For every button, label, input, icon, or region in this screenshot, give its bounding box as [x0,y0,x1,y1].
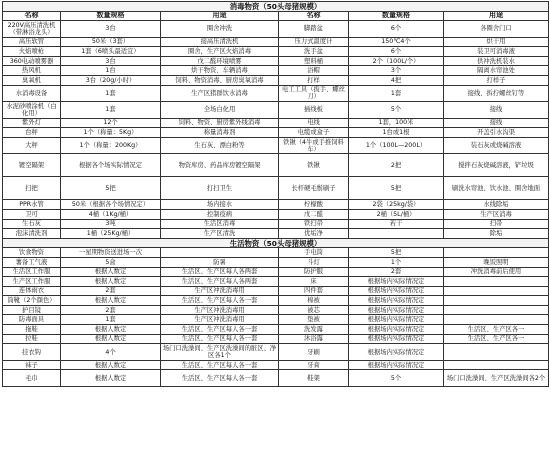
living-cell-spec-2: 1个 [349,257,444,267]
disinfect-row [3,209,549,219]
disinfect-cell-spec-2: 5把 [349,177,444,200]
living-cell-spec: 根据人数定 [61,267,161,277]
materials-table [2,1,549,387]
disinfect-cell-purpose: 物资库房、药品库房镀空隔架 [161,154,279,177]
living-row [3,325,549,335]
living-cell-name: 生活区工作服 [3,267,61,277]
disinfect-cell-name-2: 脚踏盆 [279,21,349,38]
disinfect-cell-name-2: 戊二醛 [279,209,349,219]
disinfect-cell-spec-2: 2把 [349,154,444,177]
disinfect-cell-spec-2: 若干 [349,219,444,229]
disinfect-row [3,128,549,138]
disinfect-cell-name-2: 浴帽 [279,66,349,76]
disinfect-cell-purpose-2: 接线 [444,102,549,119]
disinfect-cell-spec-2 [349,229,444,239]
living-cell-purpose-2 [444,360,549,370]
disinfect-cell-name-2: 电缆或盒子 [279,128,349,138]
living-cell-purpose-2 [444,315,549,325]
living-cell-purpose-2: 生活区、生产区各一 [444,334,549,344]
living-cell-spec-2: 5把 [349,248,444,258]
living-cell-name-2: 被芯 [279,305,349,315]
disinfect-cell-name-2: 电工工具（扳手、螺丝刀） [279,85,349,102]
disinfect-cell-purpose: 场内接水 [161,200,279,210]
disinfect-cell-name-2: 优垢净 [279,229,349,239]
living-cell-purpose-2 [444,305,549,315]
disinfect-row [3,200,549,210]
disinfect-cell-name-2: 洗手盆 [279,47,349,57]
disinfect-cell-spec: 3吨 [61,219,161,229]
living-cell-purpose-2: 场门口洗澡间、生产区洗澡间各2个 [444,370,549,387]
disinfect-cell-spec-2: 4把 [349,76,444,86]
living-cell-spec: 根据人数定 [61,360,161,370]
disinfect-cell-name: 生石灰 [3,219,61,229]
disinfect-cell-name-2: 塑料桶 [279,56,349,66]
header-name: 名称 [3,11,61,21]
disinfect-cell-spec-2: 2袋（25kg/袋） [349,200,444,210]
living-cell-spec: 5盒 [61,257,161,267]
living-cell-spec-2: 2套 [349,267,444,277]
disinfect-cell-purpose-2: 隔离水帘池处 [444,66,549,76]
disinfect-cell-purpose-2: 装石灰或烧碱溶液 [444,137,549,154]
disinfect-cell-name: 卫可 [3,209,61,219]
disinfect-cell-spec-2: 5个 [349,102,444,119]
disinfect-cell-purpose-2: 烘干用 [444,37,549,47]
disinfect-cell-spec: 50米（3套） [61,37,161,47]
disinfect-cell-purpose: 生产区猪群饮水消毒 [161,85,279,102]
disinfect-cell-name-2: 压力式温度计 [279,37,349,47]
disinfect-row [3,76,549,86]
living-cell-name-2: 防护服 [279,267,349,277]
disinfect-cell-purpose-2: 除垢 [444,229,549,239]
living-cell-spec-2: 根据场内实际情况定 [349,334,444,344]
disinfect-section-title: 消毒物资（50头母猪规模） [3,2,549,12]
disinfect-row [3,219,549,229]
living-cell-name-2: 棉被 [279,296,349,306]
disinfect-cell-purpose: 生石灰、漂白粉等 [161,137,279,154]
living-cell-name-2: 四件套 [279,286,349,296]
living-cell-spec: 根据人数定 [61,296,161,306]
disinfect-row [3,21,549,38]
disinfect-cell-name-2: 插线板 [279,102,349,119]
disinfect-cell-purpose-2: 刷洗水帘池、饮水池、圈舍地面 [444,177,549,200]
disinfect-cell-name: 水泥砂喷涂机（白化用） [3,102,61,119]
living-cell-purpose: 生产区冲洗消毒用 [161,315,279,325]
disinfect-cell-spec-2: 1套 [349,85,444,102]
disinfect-cell-purpose: 烘干物资、车辆消毒 [161,66,279,76]
living-cell-name: 拉鞋 [3,334,61,344]
header-purpose: 用途 [161,11,279,21]
disinfect-cell-spec: 1台 [61,66,161,76]
materials-table-body [3,2,549,387]
disinfect-cell-name: 泡沫清洗剂 [3,229,61,239]
header-name-2: 名称 [279,11,349,21]
disinfect-cell-spec-2: 1个（100L—200L） [349,137,444,154]
living-cell-purpose-2 [444,296,549,306]
disinfect-cell-spec: 1个（称量：5Kg） [61,128,161,138]
disinfect-cell-spec-2: 1台或1根 [349,128,444,138]
living-cell-purpose: 场门口洗澡间、生产区洗澡间的脏区、净区各1个 [161,344,279,361]
living-cell-name-2: 鞋架 [279,370,349,387]
living-cell-spec: 根据人数定 [61,334,161,344]
disinfect-cell-name-2: 柠檬酸 [279,200,349,210]
disinfect-cell-spec-2: 6个 [349,21,444,38]
disinfect-cell-spec: 1桶（25Kg/桶） [61,229,161,239]
living-cell-purpose-2 [444,277,549,287]
disinfect-cell-name: PPR水管 [3,200,61,210]
living-cell-spec: 根据人数定 [61,370,161,387]
disinfect-cell-purpose: 圈舍冲洗 [161,21,279,38]
living-cell-spec: 2套 [61,305,161,315]
disinfect-row [3,118,549,128]
disinfect-cell-spec-2: 150℃4个 [349,37,444,47]
living-cell-name-2: 斗灯 [279,257,349,267]
disinfect-cell-name: 360电动喷雾器 [3,56,61,66]
disinfect-cell-name: 扫把 [3,177,61,200]
disinfect-cell-spec: 3台 [61,56,161,66]
disinfect-row [3,56,549,66]
disinfect-row [3,66,549,76]
disinfect-row [3,177,549,200]
living-cell-spec: 根据人数定 [61,277,161,287]
living-cell-name: 薯备工气液 [3,257,61,267]
disinfect-cell-purpose-2: 搅拌石灰烧碱溶液，铲垃圾 [444,154,549,177]
disinfect-row [3,154,549,177]
disinfect-cell-spec-2: 2桶（5L/桶） [349,209,444,219]
disinfect-cell-spec: 3台（20g/小时） [61,76,161,86]
disinfect-cell-name-2: 铁锹（4牛或手推饲料车） [279,137,349,154]
disinfect-row [3,47,549,57]
living-cell-spec-2: 根据场内实际情况定 [349,360,444,370]
living-row [3,257,549,267]
living-cell-purpose-2 [444,344,549,361]
living-cell-name: 护目镜 [3,305,61,315]
disinfect-row [3,85,549,102]
living-cell-purpose-2 [444,248,549,258]
disinfect-cell-purpose-2: 打样子 [444,76,549,86]
living-cell-purpose: 防暑 [161,257,279,267]
header-spec: 数量规格 [61,11,161,21]
disinfect-cell-purpose-2: 接线、拆拧螺丝钉等 [444,85,549,102]
living-cell-spec: 一星期物资送进场一次 [61,248,161,258]
disinfect-cell-purpose: 戊二醛环境喷雾 [161,56,279,66]
disinfect-cell-spec-2: 6个 [349,47,444,57]
disinfect-cell-purpose: 打扫卫生 [161,177,279,200]
disinfect-cell-name: 火焰喷枪 [3,47,61,57]
living-cell-purpose-2: 晚饭照明 [444,257,549,267]
disinfect-cell-purpose: 控制疫病 [161,209,279,219]
living-cell-name-2: 牙膏 [279,360,349,370]
disinfect-cell-name: 台秤 [3,128,61,138]
living-cell-spec: 4个 [61,344,161,361]
living-cell-purpose: 生活区、生产区每人各一套 [161,360,279,370]
living-row [3,267,549,277]
disinfect-cell-spec: 1套 [61,85,161,102]
disinfect-cell-name: 大秤 [3,137,61,154]
disinfect-cell-name-2: 铁锹 [279,154,349,177]
disinfect-cell-name: 热风机 [3,66,61,76]
living-cell-spec: 2套 [61,286,161,296]
disinfect-cell-purpose: 称量消毒剂 [161,128,279,138]
living-row [3,248,549,258]
disinfect-cell-spec: 1套 [61,102,161,119]
disinfect-cell-purpose: 饲料、物资、厨房紫外线消毒 [161,118,279,128]
living-cell-purpose: 生活区、生产区每人各一套 [161,370,279,387]
materials-sheet [2,1,548,387]
disinfect-cell-purpose-2: 水线除垢 [444,200,549,210]
living-cell-purpose: 生活区、生产区每人各一套 [161,296,279,306]
disinfect-cell-name-2: 长杆硬毛鬃刷子 [279,177,349,200]
disinfect-cell-purpose: 饲料、物资消毒、厨房臭氧消毒 [161,76,279,86]
living-row [3,305,549,315]
living-cell-spec-2: 根据场内实际情况定 [349,325,444,335]
living-cell-purpose: 生产区冲洗消毒用 [161,305,279,315]
living-row [3,277,549,287]
living-cell-name: 连体雨衣 [3,286,61,296]
disinfect-cell-name: 高压软管 [3,37,61,47]
living-cell-name-2: 牙刷 [279,344,349,361]
living-cell-name-2: 床 [279,277,349,287]
disinfect-cell-purpose-2: 接线 [444,118,549,128]
disinfect-cell-purpose-2: 扫帚 [444,219,549,229]
living-cell-purpose [161,248,279,258]
living-row [3,344,549,361]
disinfect-cell-purpose: 全场白化用 [161,102,279,119]
living-cell-name-2: 沐浴露 [279,334,349,344]
disinfect-cell-spec: 1个（称量：200Kg） [61,137,161,154]
disinfect-cell-name: 220V高压清洗机（带淋浴龙头） [3,21,61,38]
living-cell-spec: 根据人数定 [61,325,161,335]
living-cell-purpose: 生活区、生产区每人各一套 [161,334,279,344]
disinfect-cell-spec-2: 2个（100L/个） [349,56,444,66]
living-cell-name: 毛巾 [3,370,61,387]
disinfect-cell-spec: 5把 [61,177,161,200]
living-row [3,286,549,296]
disinfect-cell-purpose-2: 供冲洗机装水 [444,56,549,66]
disinfect-cell-name: 紫外灯 [3,118,61,128]
disinfect-cell-name-2: 铁扫帚 [279,219,349,229]
living-cell-spec-2: 5个 [349,370,444,387]
disinfect-cell-purpose-2: 开盖引水沟渠 [444,128,549,138]
living-cell-name: 防毒面具 [3,315,61,325]
disinfect-cell-spec-2: 1套，100米 [349,118,444,128]
disinfect-cell-purpose-2: 装卫可消毒液 [444,47,549,57]
disinfect-cell-spec: 4桶（1Kg/桶） [61,209,161,219]
living-cell-spec-2: 根据场内实际情况定 [349,344,444,361]
living-cell-purpose: 生活区、生产区每人各两套 [161,277,279,287]
living-cell-name: 生产区工作服 [3,277,61,287]
living-cell-purpose-2: 冲洗消毒前后使用 [444,267,549,277]
living-cell-purpose: 生产区冲洗消毒用 [161,286,279,296]
disinfect-cell-name: 镀空隔架 [3,154,61,177]
living-cell-name: 袜子 [3,360,61,370]
living-cell-spec-2: 根据场内实际情况定 [349,296,444,306]
disinfect-cell-name-2: 电线 [279,118,349,128]
header-purpose-2: 用途 [444,11,549,21]
disinfect-row [3,37,549,47]
living-cell-name: 饮食物资 [3,248,61,258]
table-header-row [3,11,549,21]
disinfect-cell-purpose: 接高压清洗机 [161,37,279,47]
disinfect-row [3,229,549,239]
disinfect-row [3,137,549,154]
living-cell-purpose-2 [444,286,549,296]
disinfect-cell-spec-2: 3个 [349,66,444,76]
living-cell-name: 拖鞋 [3,325,61,335]
disinfect-cell-purpose: 生产区清洗 [161,229,279,239]
disinfect-cell-purpose: 生活区消毒 [161,219,279,229]
disinfect-cell-name-2: 打样 [279,76,349,86]
living-cell-purpose: 生活区、生产区每人各一套 [161,325,279,335]
living-cell-spec-2: 根据场内实际情况定 [349,315,444,325]
disinfect-cell-name: 臭氧机 [3,76,61,86]
living-cell-name-2: 手电筒 [279,248,349,258]
living-cell-name: 挂衣钩 [3,344,61,361]
living-cell-spec-2: 根据场内实际情况定 [349,286,444,296]
living-row [3,296,549,306]
disinfect-row [3,102,549,119]
disinfect-cell-name: 水消毒设备 [3,85,61,102]
living-row [3,315,549,325]
living-section-title: 生活物资（50头母猪规模） [3,238,549,248]
disinfect-cell-spec: 12个 [61,118,161,128]
disinfect-cell-spec: 50米（根据各个场情况定） [61,200,161,210]
living-cell-name-2: 洗发露 [279,325,349,335]
living-row [3,360,549,370]
living-cell-name: 筒靴（2个颜色） [3,296,61,306]
living-cell-name-2: 垫被 [279,315,349,325]
disinfect-cell-purpose: 圈舍，生产区火焰消毒 [161,47,279,57]
living-row [3,334,549,344]
disinfect-cell-spec: 3台 [61,21,161,38]
disinfect-cell-spec: 根据各个场实际情况定 [61,154,161,177]
living-cell-spec-2: 根据场内实际情况定 [349,305,444,315]
living-cell-spec-2: 根据场内实际情况定 [349,277,444,287]
living-cell-spec: 1套 [61,315,161,325]
living-cell-purpose: 生活区、生产区每人各两套 [161,267,279,277]
living-row [3,370,549,387]
disinfect-cell-purpose-2: 各圈舍门口 [444,21,549,38]
disinfect-cell-purpose-2: 生产区消毒 [444,209,549,219]
disinfect-cell-spec: 1套（6喷头最适宜） [61,47,161,57]
living-cell-purpose-2: 生活区、生产区各一 [444,325,549,335]
header-spec-2: 数量规格 [349,11,444,21]
